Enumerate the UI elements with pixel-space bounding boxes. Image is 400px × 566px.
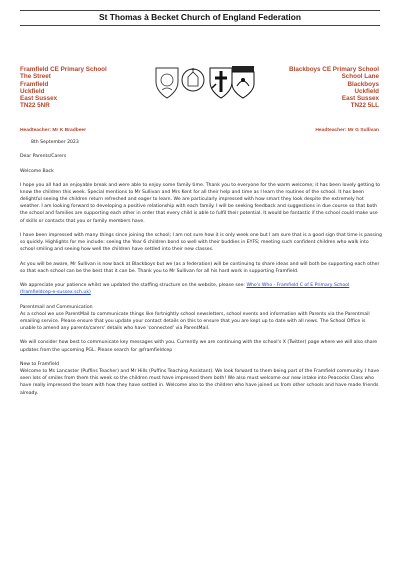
address-line: East Sussex [341, 95, 379, 103]
address-line: Blackboys CE Primary School [289, 66, 379, 73]
address-line: TN22 5NR [20, 102, 50, 110]
paragraph-new-staff: Welcome to Ms Lancaster (Puffins Teacher) and Mr Hills (Puffins Teaching Assistant). We look forward to them being part of the Framfield community. I have seen lots of smiles from them this week so the children must have impressed them both! We also must welcome our new intake into Peacocks Class who have really impressed the team with how they have settled in. Welcome also to the children who have joined us from other schools and have made friends already. [20, 369, 380, 396]
paragraph-parentmail: As a school we use ParentMail to communicate things like fortnightly school newsletters, school events and information with Parents via the Parentmail emailing service. Please ensure that you update your contact details on this to ensure that you are kept up to date with all news. The School Office is unable to amend any parents/carers' details who have 'connected' via ParentMail. [20, 311, 370, 332]
blackboys-address [289, 66, 379, 110]
blackboys-crest-icon [228, 62, 258, 102]
welcome-heading: Welcome Back [20, 168, 54, 174]
paragraph-twitter: We will consider how best to communicate key messages with you. Currently we are continuing with the school's X (Twitter) page where we will also share updates from the upcoming PGL. Please search for @framfieldcep [20, 340, 378, 353]
new-to-framfield-heading: New to Framfield [20, 361, 60, 367]
address-line: TN22 5LL [350, 102, 379, 110]
salutation: Dear Parents/Carers [20, 154, 67, 160]
blackboys-headteacher: Headteacher: Mr G Sullivan [315, 128, 379, 133]
address-line: East Sussex [20, 95, 58, 103]
paragraph-intro: I hope you all had an enjoyable break and were able to enjoy some family time. Thank you to everyone for the warm welcome; it has been lovely getting to know the children this week. Special mentions to Mr Sullivan and Mrs Kent for all their help and time as I learn the routines of the school. It has been delightful seeing the children return refreshed and eager to learn. We are particularly impressed with how smart they look despite the extremely hot weather. I am looking forward to developing a positive relationship with each family. I will be seeking feedback and suggestions in due course so that both the school and families are supporting each other in order that every child is able to fulfil their potential. It would be fantastic if the school could make use of skills or contacts that you or family members have. [20, 182, 381, 224]
paragraph-staffing [20, 282, 382, 296]
address-line: Uckfield [20, 87, 45, 95]
whos-who-link[interactable]: Who's Who - Framfield C of E Primary School (framfieldcep-e-sussex.sch.uk) [20, 283, 350, 296]
letter-date: 8th September 2023 [31, 140, 79, 145]
federation-banner [20, 10, 380, 26]
paragraph-highlights: I have been impressed with many things since joining the school; I am not sure how it is only week one but I am sure that is a good sign that time is passing so quickly. Highlights for me include: seeing the Year 6 children bond so well with their buddies in EYFS; meeting such confident children who walk into school smiling and seeing how well the children have settled into their new classes. [20, 232, 382, 253]
paragraph-federation: As you will be aware, Mr Sullivan is now back at Blackboys but we (as a federation) will be continuing to share ideas and will both be supporting each other so that each school can be the best that it can be. Thank you to Mr Sullivan for all his hard work in supporting Framfield. [20, 261, 380, 274]
letter-body [20, 139, 382, 404]
address-line: Blackboys [347, 80, 379, 88]
federation-title: St Thomas à Becket Church of England Federation [99, 12, 301, 22]
address-line: Framfield CE Primary School [20, 66, 107, 73]
framfield-headteacher: Headteacher: Mr K Bradbeer [20, 128, 87, 133]
address-line: Uckfield [354, 87, 379, 95]
staffing-text: We appreciate your patience whilst we updated the staffing structure on the website, please see: [20, 283, 247, 289]
framfield-address [20, 66, 107, 110]
address-line: Framfield [20, 80, 49, 88]
church-emblem-icon [178, 62, 208, 102]
address-line: The Street [20, 73, 51, 81]
parentmail-heading: Parentmail and Communication [20, 304, 93, 310]
address-line: School Lane [341, 73, 379, 81]
